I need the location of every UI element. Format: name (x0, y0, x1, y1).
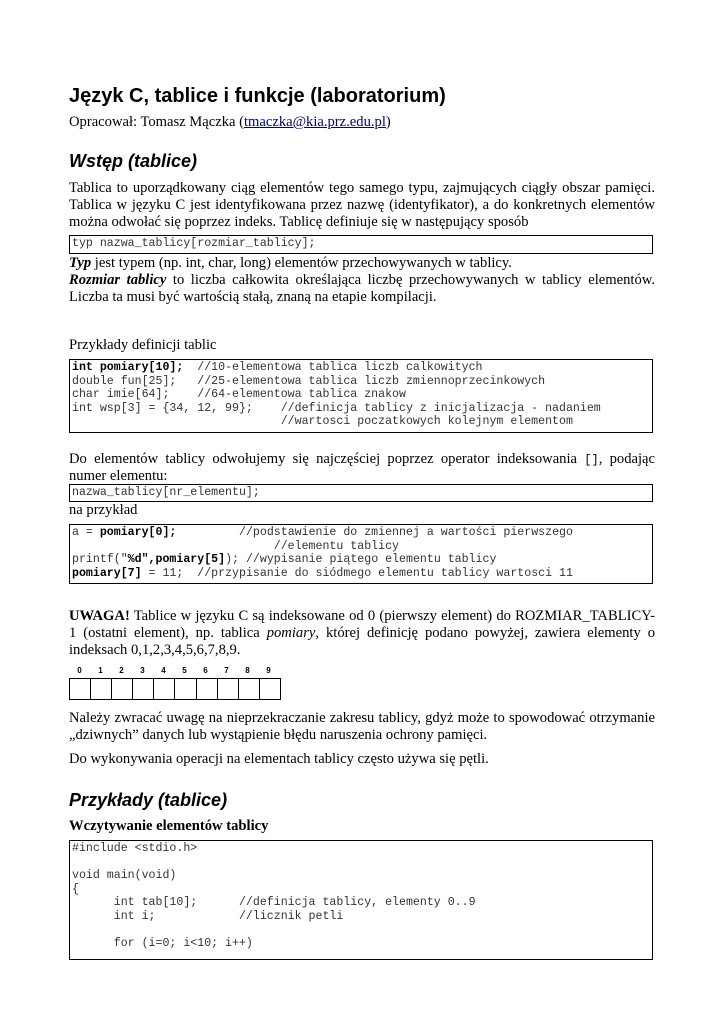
access-example-code-block (69, 524, 653, 584)
array-index: 3 (140, 666, 145, 675)
code-comment: ); //wypisanie piątego elementu tablicy (225, 553, 497, 567)
code-bold: %d (127, 553, 142, 567)
code-line: int i; //licznik petli (72, 909, 344, 923)
warning-text: Tablice w języku C są indeksowane od 0 (pierwszy element) do ROZMIAR_TABLICY-1 (ostatni element), np. tablica (69, 608, 655, 641)
author-line (69, 114, 391, 131)
array-cell (197, 679, 218, 699)
typ-term: Typ (69, 255, 92, 271)
array-index: 0 (77, 666, 82, 675)
code-text: printf(" (72, 553, 128, 567)
array-cell (70, 679, 91, 699)
array-cell (218, 679, 239, 699)
author-suffix: ) (385, 114, 391, 130)
code-line: //elementu tablicy (72, 539, 399, 553)
code-comment: //10-elementowa tablica liczb calkowitych (183, 361, 483, 374)
code-line (72, 553, 650, 567)
typ-desc: jest typem (np. int, char, long) elementów przechowywanych w tablicy. (91, 255, 512, 271)
code-line: int wsp[3] = {34, 12, 99}; //definicja tablicy z inicjalizacja - nadaniem (72, 401, 601, 415)
code-line (72, 526, 650, 540)
array-index: 7 (224, 666, 229, 675)
array-cell (260, 679, 280, 699)
code-line: void main(void) (72, 869, 177, 883)
code-bold: int pomiary[10]; (72, 361, 184, 374)
code-line: #include <stdio.h> (72, 842, 198, 855)
array-index: 2 (119, 666, 124, 675)
code-bold: ", (141, 553, 156, 567)
code-line: char imie[64]; //64-elementowa tablica znakow (72, 388, 406, 402)
array-cell (91, 679, 112, 699)
array-index: 8 (245, 666, 250, 675)
example-label: na przykład (69, 502, 138, 518)
examples-label: Przykłady definicji tablic (69, 337, 217, 353)
code-line: double fun[25]; //25-elementowa tablica liczb zmiennoprzecinkowych (72, 374, 546, 388)
array-cell (154, 679, 175, 699)
code-line: for (i=0; i<10; i++) (72, 937, 253, 951)
array-index: 4 (161, 666, 166, 675)
rozmiar-description (69, 272, 655, 306)
section-heading-intro: Wstęp (tablice) (69, 151, 198, 171)
code-text: a = (72, 526, 100, 539)
typ-description (69, 255, 655, 272)
array-index: 5 (182, 666, 187, 675)
array-cell (133, 679, 154, 699)
code-line (72, 361, 650, 375)
code-comment: = 11; //przypisanie do siódmego elementu tablicy wartosci 11 (141, 566, 573, 580)
warning-term: pomiary (266, 625, 316, 641)
index-operator: [] (584, 453, 599, 467)
array-cell (175, 679, 196, 699)
code-line (72, 856, 650, 870)
example-subheading: Wczytywanie elementów tablicy (69, 818, 269, 834)
author-prefix: Opracował: Tomasz Mączka ( (69, 114, 244, 130)
range-note-paragraph: Należy zwracać uwagę na nieprzekraczanie zakresu tablicy, gdyż może to spowodować otrzymanie „dziwnych” danych lub wystąpienie błędu naruszenia ochrony pamięci. (69, 710, 655, 743)
code-line (72, 567, 650, 581)
loop-note-paragraph: Do wykonywania operacji na elementach tablicy często używa się pętli. (69, 751, 489, 767)
code-bold: pomiary[5] (155, 553, 226, 567)
access-text: Do elementów tablicy odwołujemy się najczęściej poprzez operator indeksowania (69, 451, 585, 467)
access-code-block: nazwa_tablicy[nr_elementu]; (69, 484, 653, 502)
definitions-code-block (69, 359, 653, 433)
code-line (72, 924, 650, 938)
read-array-code-block (69, 840, 653, 960)
array-index-labels (69, 666, 281, 678)
author-email-link[interactable]: tmaczka@kia.prz.edu.pl (243, 114, 386, 130)
array-diagram (69, 678, 281, 700)
code-comment: //podstawienie do zmiennej a wartości pierwszego (176, 526, 573, 539)
warning-paragraph (69, 608, 655, 659)
syntax-code-block: typ nazwa_tablicy[rozmiar_tablicy]; (69, 235, 653, 254)
code-line: int tab[10]; //definicja tablicy, elementy 0..9 (72, 896, 476, 910)
rozmiar-term: Rozmiar tablicy (69, 272, 167, 288)
array-index: 1 (98, 666, 103, 675)
code-bold: pomiary[0]; (99, 526, 177, 539)
warning-text-end: , której definicję podano powyżej, zawiera elementy o indeksach 0,1,2,3,4,5,6,7,8,9. (69, 625, 655, 658)
page-title: Język C, tablice i funkcje (laboratorium) (69, 85, 446, 107)
section-heading-examples: Przykłady (tablice) (69, 790, 228, 810)
array-cell (112, 679, 133, 699)
code-line: //wartosci poczatkowych kolejnym elementom (72, 415, 573, 429)
array-index: 9 (266, 666, 271, 675)
access-text-end: , podając numer elementu: (69, 451, 655, 484)
intro-paragraph: Tablica to uporządkowany ciąg elementów tego samego typu, zajmujących ciągły obszar pamięci. Tablica w języku C jest identyfikowana przez nazwę (identyfikator), a do konkretnych elementów można odwołać się poprzez indeks. Tablicę definiuje się w następujący sposób (69, 180, 655, 230)
array-index: 6 (203, 666, 208, 675)
array-cell (239, 679, 260, 699)
rozmiar-desc: to liczba całkowita określająca liczbę przechowywanych w tablicy elementów. Liczba ta musi być wartością stałą, znaną na etapie kompilacji. (69, 272, 655, 305)
warning-label: UWAGA! (69, 608, 130, 624)
code-bold: pomiary[7] (72, 566, 142, 580)
access-paragraph (69, 451, 655, 485)
code-line: { (72, 882, 79, 896)
